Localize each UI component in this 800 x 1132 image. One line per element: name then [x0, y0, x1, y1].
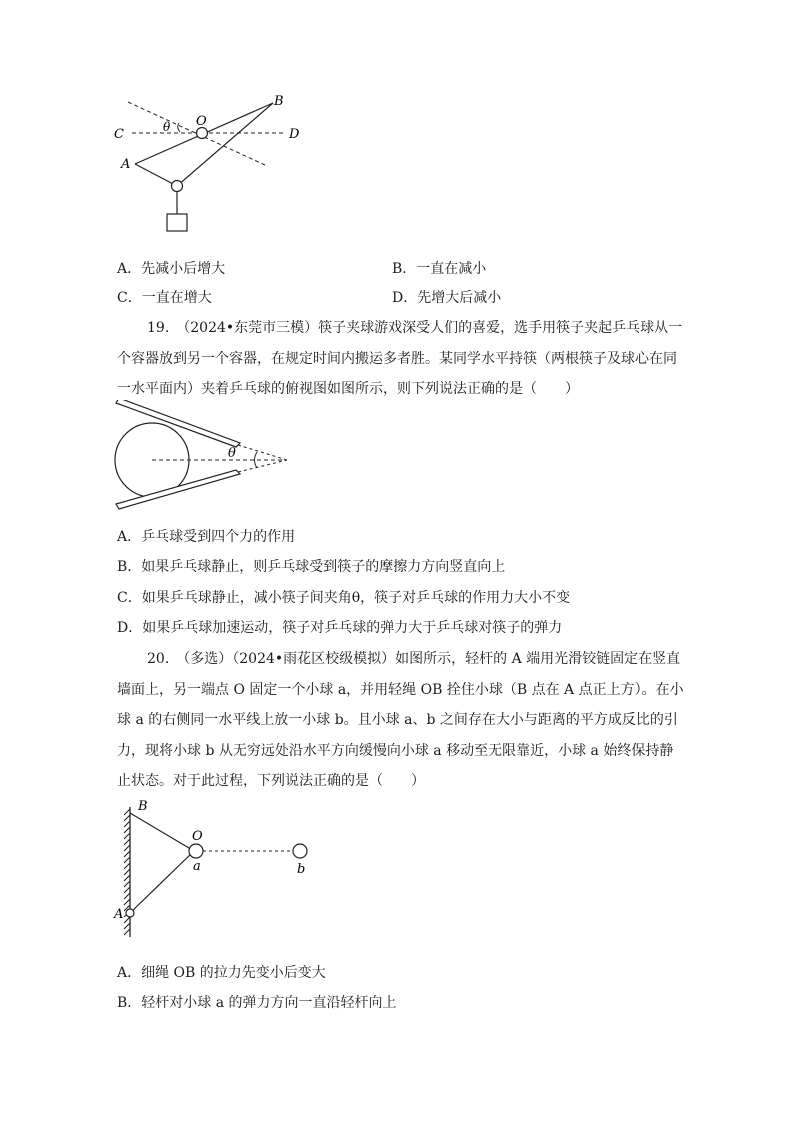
q20-stem: 20. （多选）（2024•雨花区校级模拟）如图所示，轻杆的 A 端用光滑铰链固定在竖直墙面上，另一端点 O 固定一个小球 a，并用轻绳 OB 拴住小球（B 点在 A 点正上方）。在小球 a 的右侧同一水平线上放一小球 b。且小球 a、b 之间存在大小与距离的平方成反比的引力，现将小球 b 从无穷远处沿水平方向缓慢向小球 a 移动至无限靠近，小球 a 始终保持静止状态。对于此过程，下列说法正确的是（ ）	[117, 651, 684, 789]
label-a-upper: A	[114, 907, 124, 922]
weight-block	[167, 214, 187, 231]
q19-option-b[interactable]: B．如果乒乓球静止，则乒乓球受到筷子的摩擦力方向竖直向上	[117, 559, 506, 575]
figure-chopsticks-ball	[112, 400, 302, 510]
figure-rope-pulley	[110, 90, 320, 240]
ring-o	[197, 128, 208, 139]
angle-arc	[178, 123, 180, 132]
label-b-upper: B	[138, 799, 148, 814]
q19-option-d[interactable]: D．如果乒乓球加速运动，筷子对乒乓球的弹力大于乒乓球对筷子的弹力	[117, 620, 563, 636]
label-o: O	[192, 829, 203, 844]
q20-option-b[interactable]: B．轻杆对小球 a 的弹力方向一直沿轻杆向上	[117, 995, 397, 1011]
rod-ao	[130, 851, 194, 913]
q18-option-b[interactable]: B．一直在减小	[392, 261, 487, 277]
extension-lower	[238, 460, 287, 472]
rope-a-pulley	[135, 164, 177, 186]
label-theta: θ	[163, 120, 171, 134]
rope-pulley-b	[177, 103, 273, 186]
q20-option-a[interactable]: A．细绳 OB 的拉力先变小后变大	[117, 965, 326, 981]
q18-option-d[interactable]: D．先增大后减小	[392, 290, 502, 306]
q18-option-a[interactable]: A．先减小后增大	[117, 261, 226, 277]
hinge-a	[126, 909, 134, 917]
label-o: O	[196, 114, 207, 129]
angle-arc	[255, 452, 258, 468]
pulley	[172, 181, 183, 192]
label-d: D	[289, 127, 300, 142]
q19-stem: 19. （2024•东莞市三模）筷子夹球游戏深受人们的喜爱，选手用筷子夹起乒乓球从一个容器放到另一个容器，在规定时间内搬运多者胜。某同学水平持筷（两根筷子及球心在同一水平面内）夹着乒乓球的俯视图如图所示，则下列说法正确的是（ ）	[117, 320, 683, 397]
ball-b	[293, 844, 307, 858]
extension-upper	[238, 445, 287, 460]
q19-option-c[interactable]: C．如果乒乓球静止，减小筷子间夹角θ，筷子对乒乓球的作用力大小不变	[117, 590, 571, 606]
ball-a	[189, 844, 203, 858]
figure-rod-balls	[108, 795, 328, 945]
label-a-small: a	[193, 859, 201, 874]
label-theta: θ	[228, 446, 236, 461]
label-b: B	[274, 94, 284, 109]
rope-ob	[130, 813, 194, 851]
label-b-small: b	[297, 862, 306, 877]
label-a: A	[121, 157, 131, 172]
label-c: C	[114, 127, 124, 142]
q18-option-c[interactable]: C．一直在增大	[117, 290, 212, 306]
q19-option-a[interactable]: A．乒乓球受到四个力的作用	[117, 529, 296, 545]
